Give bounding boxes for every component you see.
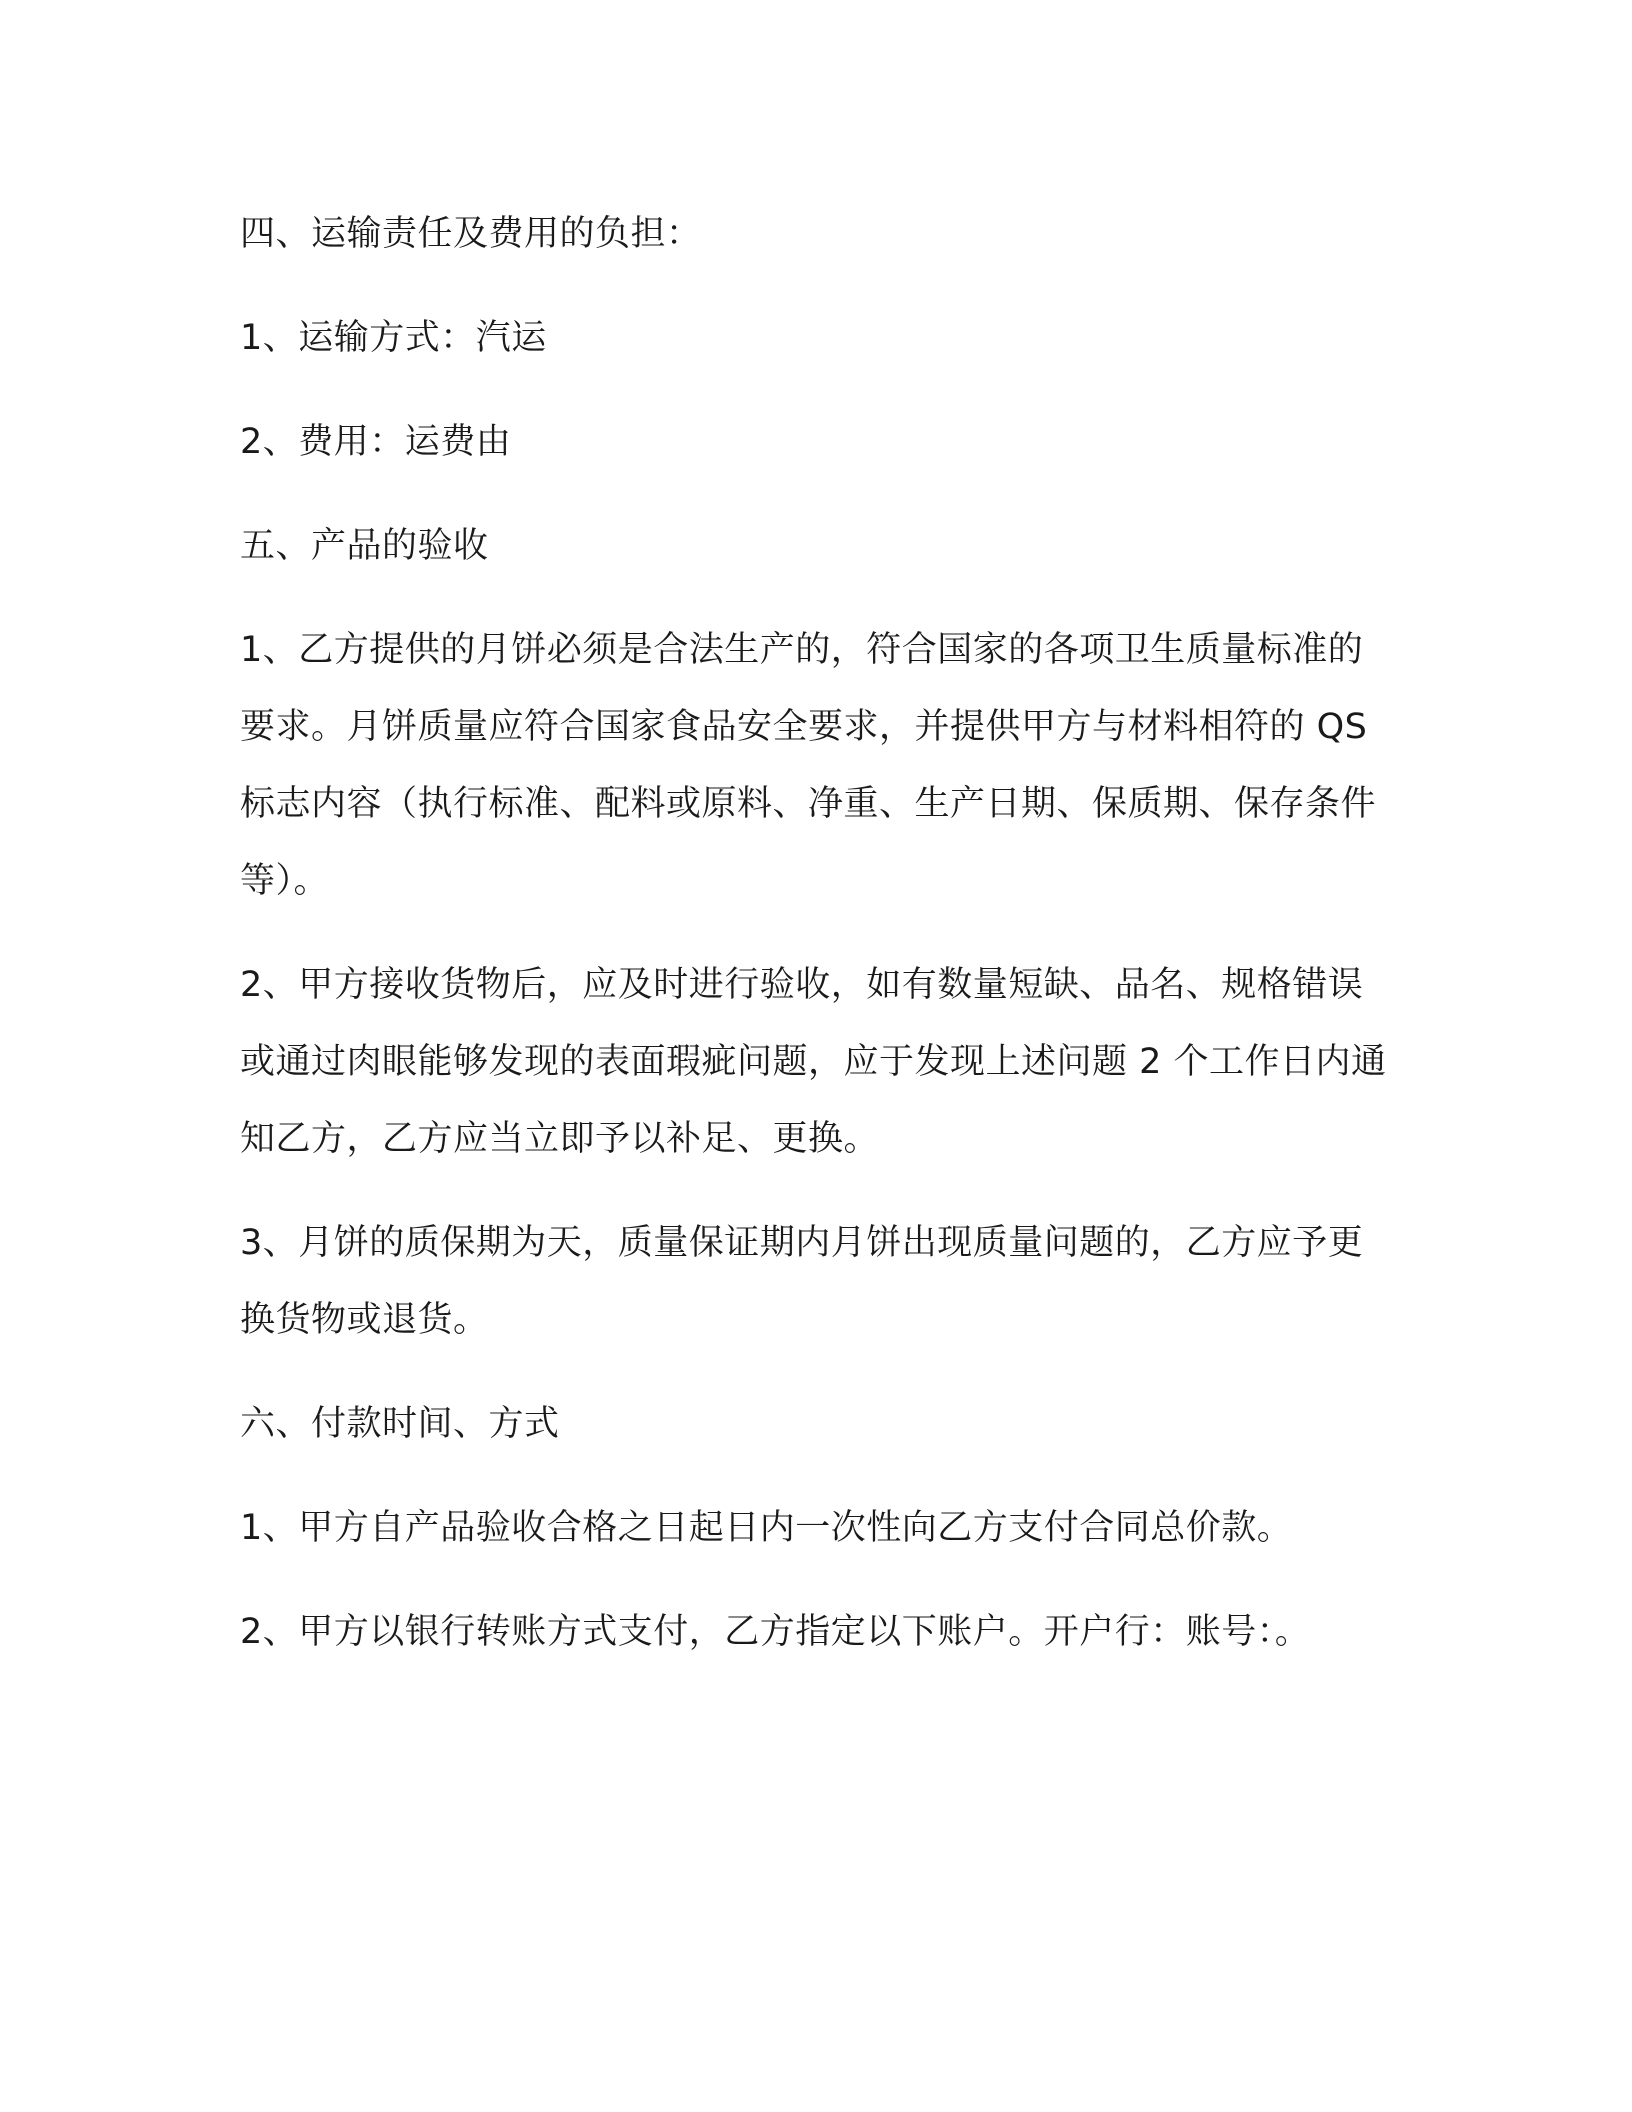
clause-transport-cost: 2、费用：运费由 <box>240 422 512 462</box>
clause-transport-method: 1、运输方式：汽运 <box>240 318 547 358</box>
clause-payment-time: 1、甲方自产品验收合格之日起日内一次性向乙方支付合同总价款。 <box>240 1508 1293 1548</box>
section-heading-acceptance: 五、产品的验收 <box>240 526 489 566</box>
section-heading-transport: 四、运输责任及费用的负担： <box>240 214 702 254</box>
section-heading-payment: 六、付款时间、方式 <box>240 1404 560 1444</box>
clause-acceptance-warranty: 3、月饼的质保期为天，质量保证期内月饼出现质量问题的，乙方应予更换货物或退货。 <box>240 1223 1364 1340</box>
clause-acceptance-quality: 1、乙方提供的月饼必须是合法生产的，符合国家的各项卫生质量标准的要求。月饼质量应符合国家食品安全要求，并提供甲方与材料相符的 QS 标志内容（执行标准、配料或原料、净重、生产日期、保质期、保存条件等）。 <box>240 630 1377 901</box>
clause-acceptance-inspection: 2、甲方接收货物后，应及时进行验收，如有数量短缺、品名、规格错误或通过肉眼能够发现的表面瑕疵问题，应于发现上述问题 2 个工作日内通知乙方，乙方应当立即予以补足、更换。 <box>240 965 1387 1159</box>
clause-payment-method: 2、甲方以银行转账方式支付，乙方指定以下账户。开户行：账号：。 <box>240 1612 1311 1652</box>
document-page <box>240 196 1390 1671</box>
